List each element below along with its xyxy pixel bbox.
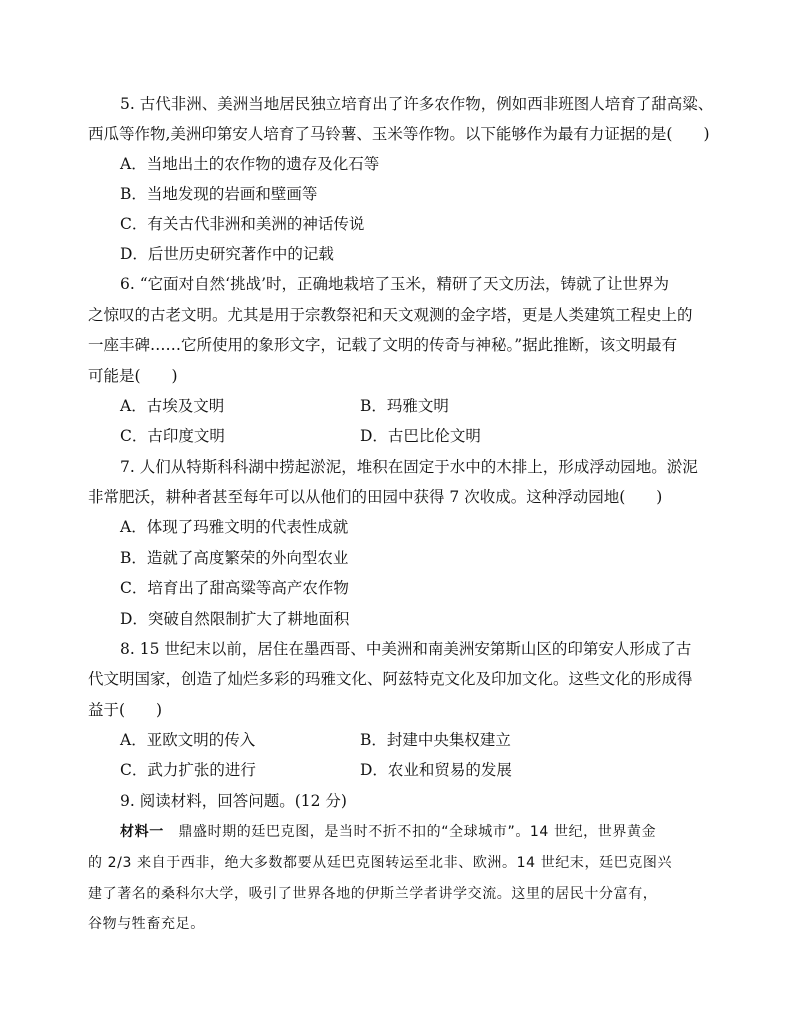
- q6-stem-line-2: 之惊叹的古老文明。尤其是用于宗教祭祀和天文观测的金字塔，更是人类建筑工程史上的: [88, 306, 693, 324]
- q5-option-d: D．后世历史研究著作中的记载: [120, 245, 334, 263]
- q5-option-c: C．有关古代非洲和美洲的神话传说: [120, 215, 365, 233]
- q7-option-c: C．培育出了甜高粱等高产农作物: [120, 579, 349, 597]
- q9-material-line-4: 谷物与牲畜充足。: [88, 916, 205, 932]
- q7-stem-line-1: 7. 人们从特斯科科湖中捞起淤泥，堆积在固定于水中的木排上，形成浮动园地。淤泥: [120, 458, 698, 476]
- q8-stem-line-3: 益于( ): [88, 701, 163, 719]
- q9-material-line-1: [120, 822, 656, 842]
- q9-material-label: 材料一: [120, 824, 164, 840]
- q8-option-b: B．封建中央集权建立: [360, 731, 511, 749]
- q8-stem-line-1: 8. 15 世纪末以前，居住在墨西哥、中美洲和南美洲安第斯山区的印第安人形成了古: [120, 640, 692, 658]
- q6-option-b: B．玛雅文明: [360, 397, 449, 415]
- q5-stem-line-1: 5. 古代非洲、美洲当地居民独立培育出了许多农作物，例如西非班图人培育了甜高粱、: [120, 95, 714, 113]
- q9-material-text-1: 鼎盛时期的廷巴克图，是当时不折不扣的“全球城市”。14 世纪，世界黄金: [163, 824, 657, 840]
- q7-option-d: D．突破自然限制扩大了耕地面积: [120, 610, 350, 628]
- q6-stem-line-3: 一座丰碑……它所使用的象形文字，记载了文明的传奇与神秘。”据此推断，该文明最有: [88, 336, 678, 354]
- q5-option-b: B．当地发现的岩画和壁画等: [120, 185, 318, 203]
- q9-material-line-2: 的 2/3 来自于西非，绝大多数都要从廷巴克图转运至北非、欧洲。14 世纪末，廷巴克图兴: [88, 855, 673, 871]
- q8-option-d: D．农业和贸易的发展: [360, 761, 512, 779]
- q6-option-d: D．古巴比伦文明: [360, 427, 481, 445]
- q8-option-a: A．亚欧文明的传入: [120, 731, 256, 749]
- q7-stem-line-2: 非常肥沃，耕种者甚至每年可以从他们的田园中获得 7 次收成。这种浮动园地( ): [88, 488, 663, 506]
- q8-option-c: C．武力扩张的进行: [120, 761, 256, 779]
- q9-stem: 9. 阅读材料，回答问题。(12 分): [120, 792, 347, 810]
- q6-option-c: C．古印度文明: [120, 427, 225, 445]
- q5-stem-line-2: 西瓜等作物,美洲印第安人培育了马铃薯、玉米等作物。以下能够作为最有力证据的是( ): [88, 125, 710, 143]
- q6-option-a: A．古埃及文明: [120, 397, 225, 415]
- q6-stem-line-4: 可能是( ): [88, 367, 178, 385]
- q6-stem-line-1: 6. “它面对自然‘挑战’时，正确地栽培了玉米，精研了天文历法，铸就了让世界为: [120, 275, 669, 293]
- q7-option-b: B．造就了高度繁荣的外向型农业: [120, 549, 349, 567]
- q7-option-a: A．体现了玛雅文明的代表性成就: [120, 518, 349, 536]
- q5-option-a: A．当地出土的农作物的遗存及化石等: [120, 155, 380, 173]
- q9-material-line-3: 建了著名的桑科尔大学，吸引了世界各地的伊斯兰学者讲学交流。这里的居民十分富有，: [88, 886, 658, 902]
- q8-stem-line-2: 代文明国家，创造了灿烂多彩的玛雅文化、阿兹特克文化及印加文化。这些文化的形成得: [88, 670, 693, 688]
